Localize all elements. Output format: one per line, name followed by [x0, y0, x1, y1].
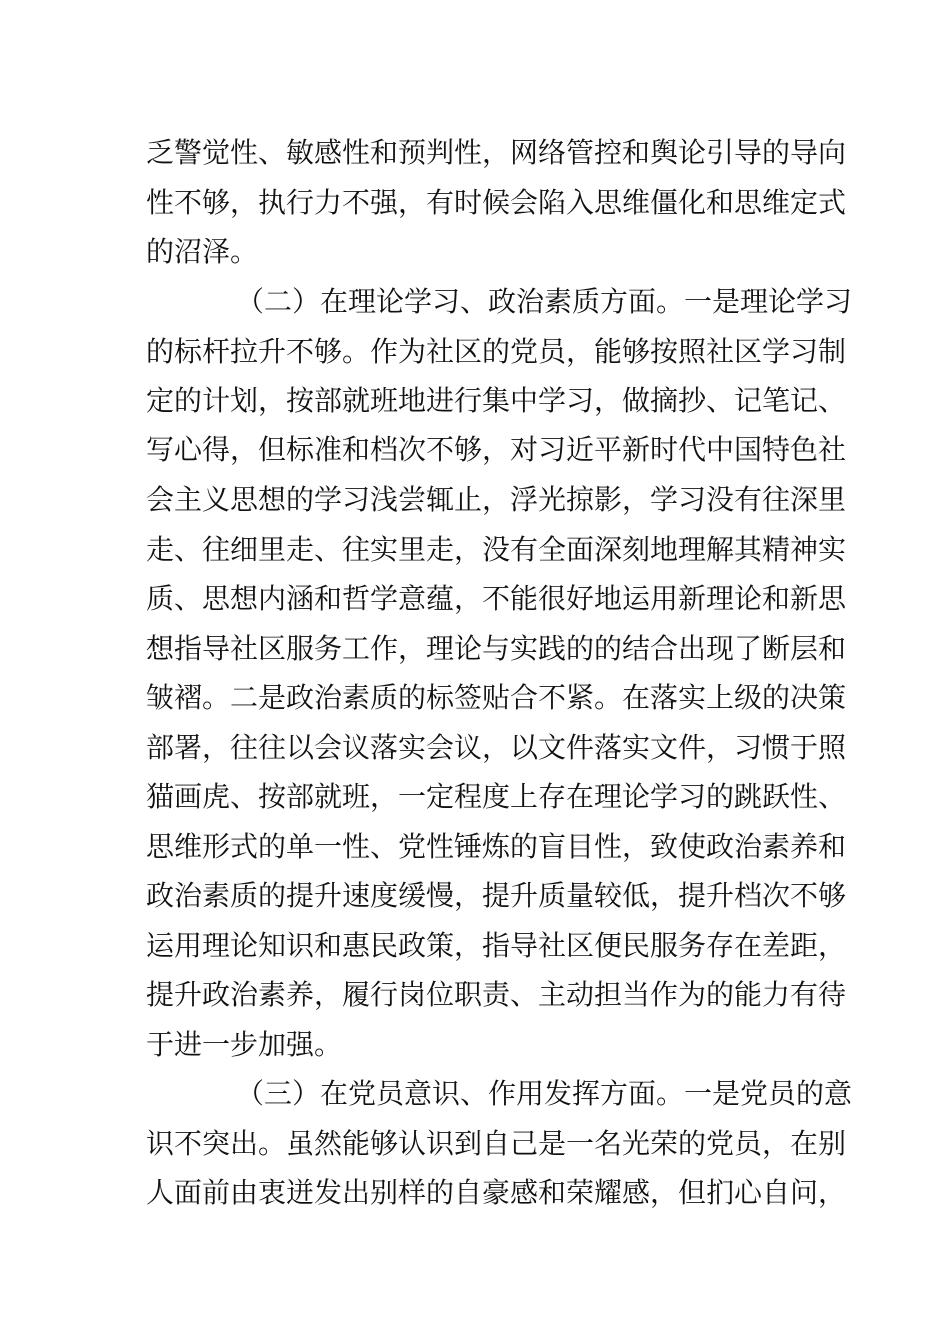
text-line-5: 的标杆拉升不够。作为社区的党员，能够按照社区学习制 [146, 335, 847, 368]
text-line-3: 的沼泽。 [146, 235, 259, 268]
text-line-18: 提升政治素养，履行岗位职责、主动担当作为的能力有待 [146, 978, 847, 1011]
text-line-14: 猫画虎、按部就班，一定程度上存在理论学习的跳跃性、 [146, 780, 847, 813]
text-line-21: 识不突出。虽然能够认识到自己是一名光荣的党员，在别 [146, 1127, 847, 1160]
text-line-19: 于进一步加强。 [146, 1028, 343, 1061]
section-heading-2: （二）在理论学习、政治素质方面。一是理论学习 [236, 285, 853, 318]
text-line-1: 乏警觉性、敏感性和预判性，网络管控和舆论引导的导向 [146, 136, 847, 169]
text-line-6: 定的计划，按部就班地进行集中学习，做摘抄、记笔记、 [146, 384, 847, 417]
text-line-10: 质、思想内涵和哲学意蕴，不能很好地运用新理论和新思 [146, 582, 847, 615]
text-line-11: 想指导社区服务工作，理论与实践的的结合出现了断层和 [146, 632, 847, 665]
text-line-7: 写心得，但标准和档次不够，对习近平新时代中国特色社 [146, 433, 847, 466]
section-heading-3: （三）在党员意识、作用发挥方面。一是党员的意 [236, 1077, 853, 1110]
text-line-16: 政治素质的提升速度缓慢，提升质量较低，提升档次不够 [146, 879, 847, 912]
text-line-2: 性不够，执行力不强，有时候会陷入思维僵化和思维定式 [146, 186, 847, 219]
text-line-9: 走、往细里走、往实里走，没有全面深刻地理解其精神实 [146, 533, 847, 566]
text-line-22: 人面前由衷迸发出别样的自豪感和荣耀感，但扪心自问， [146, 1176, 847, 1209]
text-line-8: 会主义思想的学习浅尝辄止，浮光掠影，学习没有往深里 [146, 483, 847, 516]
text-line-15: 思维形式的单一性、党性锤炼的盲目性，致使政治素养和 [146, 830, 847, 863]
text-line-17: 运用理论知识和惠民政策，指导社区便民服务存在差距， [146, 929, 847, 962]
text-line-13: 部署，往往以会议落实会议，以文件落实文件，习惯于照 [146, 731, 847, 764]
text-line-12: 皱褶。二是政治素质的标签贴合不紧。在落实上级的决策 [146, 681, 847, 714]
